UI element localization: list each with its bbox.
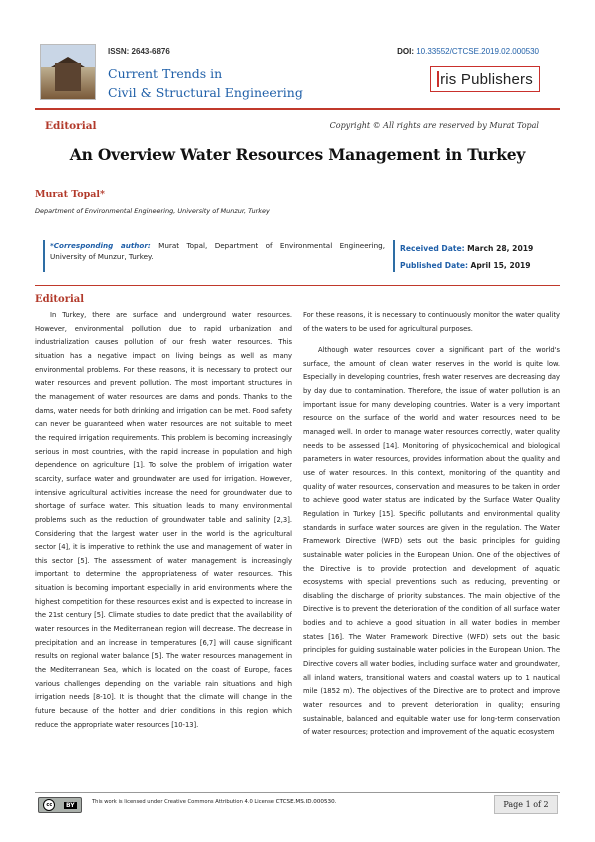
doi-link[interactable]: 10.33552/CTCSE.2019.02.000530 xyxy=(416,47,539,56)
journal-title-line2: Civil & Structural Engineering xyxy=(108,85,303,100)
received-label: Received Date: xyxy=(400,244,465,253)
published-label: Published Date: xyxy=(400,261,469,270)
issn: ISSN: 2643-6876 xyxy=(108,47,170,56)
corresponding-label: *Corresponding author: xyxy=(50,241,151,250)
journal-title-line1: Current Trends in xyxy=(108,66,223,81)
body-heading: Editorial xyxy=(35,294,85,305)
manuscript-code: CTCSE.MS.ID.000530. xyxy=(275,799,337,805)
right-column-paragraph-1: For these reasons, it is necessary to continuously monitor the water quality of the waters to be used for agricultural purposes. xyxy=(303,311,560,333)
received-row xyxy=(400,240,558,257)
published-row xyxy=(400,257,558,274)
footer-divider xyxy=(35,792,560,793)
header-divider xyxy=(35,108,560,110)
publisher-logo-text: ris Publishers xyxy=(440,70,533,88)
copyright-notice: Copyright © All rights are reserved by Murat Topal xyxy=(329,121,539,130)
author-name: Murat Topal* xyxy=(35,189,105,200)
publisher-logo-mark xyxy=(437,71,439,87)
section-label: Editorial xyxy=(45,120,97,132)
body-divider xyxy=(35,285,560,286)
corresponding-author-box xyxy=(43,240,385,272)
author-affiliation: Department of Environmental Engineering, University of Munzur, Turkey xyxy=(35,207,270,215)
right-column-paragraph-2: Although water resources cover a significant part of the world's surface, the amount of clean water reserves in the world is quite low. Especially in developing countries, fresh water reserves are decreasing day by day due to contamination. Therefore, the issue of water pollution is an important issue for many developing countries. Water is a very important resource on the surface of the world and water resources need to be managed well. In order to manage water resources correctly, water quality needs to be assessed [14]. Monitoring of physicochemical and biological parameters in water resources, provides information about the quality and use of water resources. In this context, monitoring of the quantity and quality of water resources, conservation and measures to be taken in order to achieve good water status are indicated by the Surface Water Quality Regulation in Turkey [15]. Specific pollutants and environmental quality standards in surface water sources are given in the regulation. The Water Framework Directive (WFD) sets out the basic principles for guiding sustainable water policies in the European Union. One of the objectives of the Directive is to provide protection and development of aquatic ecosystems with special preventions such as reducing, preventing or disabling the discharge of priority substances. The main objective of the Directive is to prevent the deterioration of the condition of all surface water bodies and to achieve a good situation in all water bodies in member states [16]. The Water Framework Directive (WFD) sets out the basic principles for guiding sustainable water policies in the European Union. The Directive covers all water bodies, including surface water and groundwater, all inland waters, transitional waters and coastal waters up to 1 nautical mile (1852 m). The objectives of the Directive are to protect and improve water resources and to prevent deterioration in quality; ensuring sustainable, balanced and equitable water use for long-term conservation of water resources; protection and improvement of the aquatic ecosystem xyxy=(303,346,560,737)
page-number: Page 1 of 2 xyxy=(494,795,558,814)
doi-label: DOI: xyxy=(397,47,414,56)
license-text: This work is licensed under Creative Commons Attribution 4.0 License xyxy=(92,799,274,805)
doi xyxy=(397,47,539,56)
publisher-logo xyxy=(430,66,540,92)
license-line xyxy=(92,799,336,805)
published-date: April 15, 2019 xyxy=(470,261,531,270)
corresponding-text: Murat Topal, Department of Environmental Engineering, University of Munzur, Turkey. xyxy=(50,241,385,261)
journal-cover-image xyxy=(40,44,96,100)
journal-title xyxy=(108,64,318,102)
left-column-paragraph: In Turkey, there are surface and underground water resources. However, environmental pollution due to rapid urbanization and industrialization causes pollution of our fresh water resources. This situation has a negative impact on living beings as well as many environmental problems. For these reasons, it is necessary to protect our water resources and prevent pollution. The most important structures in the management of water resources are dams and ponds. Thanks to the dams, water needs for both drinking and irrigation can be met. Food safety can never be guaranteed when water resources are not suitable to meet the required irrigation requirements. This problem is becoming increasingly serious in most countries, with the rapid increase in population and high dependence on agriculture [1]. To solve the problem of irrigation water scarcity, surface water and groundwater are used for irrigation. However, intensive agricultural activities increase the need for groundwater due to shortage of surface water. This situation leads to many environmental problems such as the reduction of groundwater table and salinity [2,3]. Considering that the largest water user in the world is the agricultural sector [4], it is imperative to rethink the use and management of water in this sector [5]. The assessment of water management is increasingly important to determine the appropriateness of water resources. This situation is becoming important especially in arid environments where the highest competition for these resources exist and is expected to increase in the 21st century [5]. Climate studies to date predict that the availability of water resources in the Mediterranean region will decrease. The decrease in precipitation and an increase in temperatures [6,7] will cause significant results on regional water balance [5]. The water resources management in the Mediterranean Sea, which is located on the coast of Europe, faces various challenges depending on the variable rain situations and high irrigation needs [8-10]. It is thought that the climate will change in the future because of the hotter and drier conditions in this region which reduce the appropriate water resources [10-13]. xyxy=(35,311,292,729)
dates-box xyxy=(393,240,558,272)
article-title: An Overview Water Resources Management in Turkey xyxy=(69,145,526,164)
received-date: March 28, 2019 xyxy=(467,244,534,253)
cc-badge: cc xyxy=(43,799,55,811)
creative-commons-by-icon[interactable] xyxy=(38,797,82,813)
by-badge: BY xyxy=(66,801,75,809)
